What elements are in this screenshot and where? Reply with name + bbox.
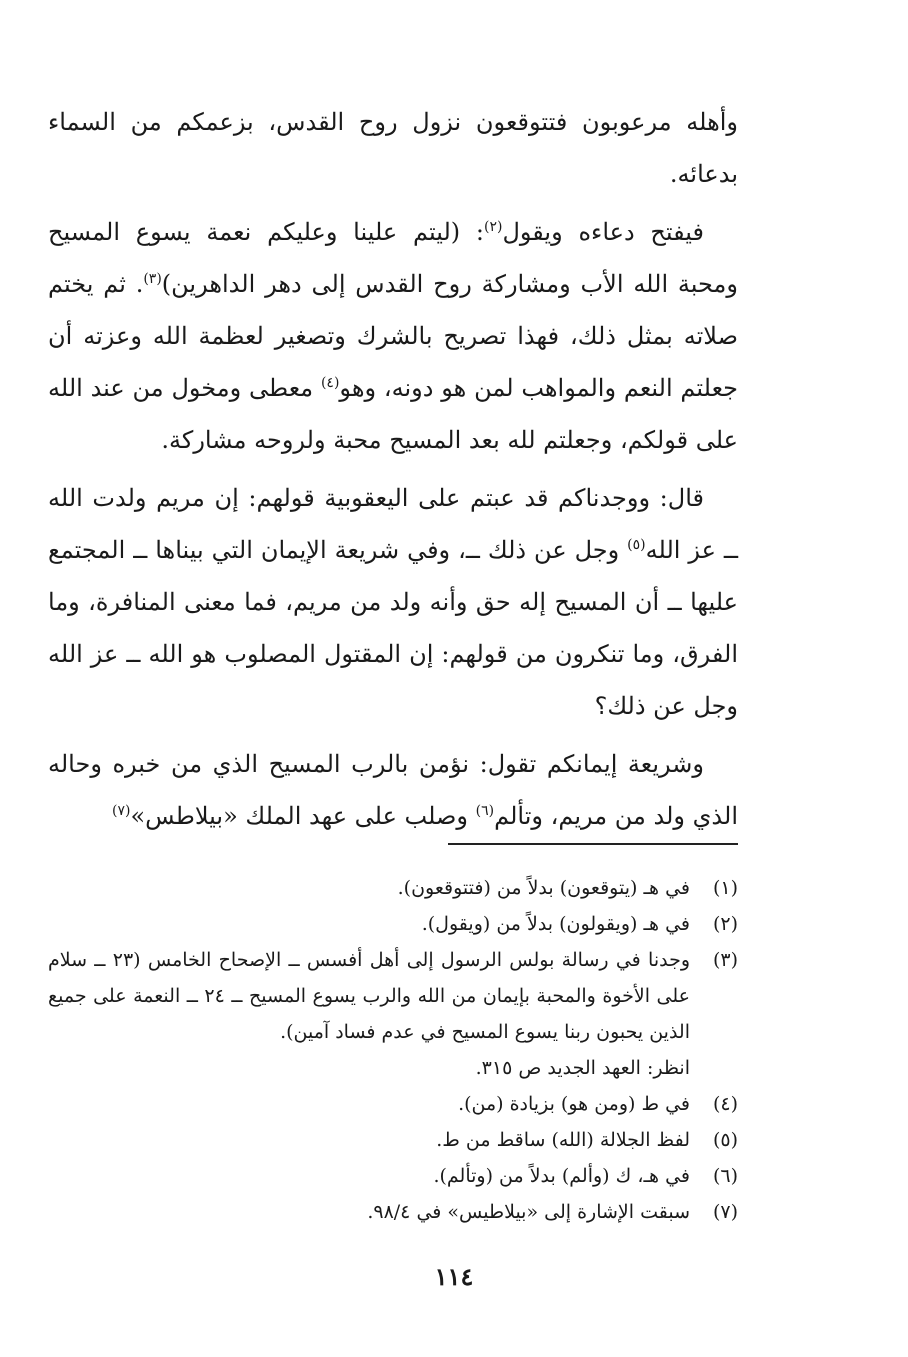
footnote-2 [48, 906, 738, 942]
paragraph-2-text-c: . ثم يختم صلاته بمثل ذلك، فهذا تصريح بالشرك وتصغير لعظمة الله وعزته أن جعلتم النعم والمواهب لمن هو دونه، وهو [48, 270, 738, 402]
footnote-ref-5[interactable]: (٥) [627, 537, 646, 553]
paragraph-2 [48, 206, 738, 466]
footnote-ref-4[interactable]: (٤) [320, 375, 340, 391]
paragraph-2-text-a: فيفتح دعاءه ويقول [502, 218, 704, 246]
footnote-ref-2[interactable]: (٢) [483, 219, 503, 235]
paragraph-3 [48, 472, 738, 732]
paragraph-1 [48, 96, 738, 200]
footnote-6 [48, 1158, 738, 1194]
paragraph-1-text: وأهله مرعوبون فتتوقعون نزول روح القدس، بزعمكم من السماء بدعائه. [48, 108, 738, 188]
footnote-text: في هـ، ك (وألم) بدلاً من (وتألم). [433, 1165, 690, 1187]
paragraph-4 [48, 738, 738, 842]
paragraph-4-text-b: وصلب على عهد الملك «بيلاطس» [130, 802, 476, 830]
footnote-4 [48, 1086, 738, 1122]
footnote-ref-6[interactable]: (٦) [475, 803, 495, 819]
footnote-text: في ط (ومن هو) بزيادة (من). [458, 1093, 690, 1115]
main-text-block [48, 96, 738, 848]
footnote-ref-7[interactable]: (٧) [111, 803, 131, 819]
paragraph-2-text-b: : (ليتم علينا وعليكم نعمة يسوع المسيح ومحبة الله الأب ومشاركة روح القدس إلى دهر الداهرين) [48, 218, 738, 298]
footnote-3 [48, 942, 738, 1086]
footnote-text: سبقت الإشارة إلى «بيلاطيس» في ٩٨/٤. [367, 1201, 690, 1223]
footnote-1 [48, 870, 738, 906]
paragraph-3-text-a: قال: ووجدناكم قد عبتم على اليعقوبية قولهم: إن مريم ولدت الله ــ عز الله [48, 484, 738, 564]
footnote-number: (٧) [712, 1201, 738, 1223]
footnote-text: لفظ الجلالة (الله) ساقط من ط. [436, 1129, 690, 1151]
page-number: ١١٤ [434, 1262, 474, 1291]
paragraph-4-text-a: وشريعة إيمانكم تقول: نؤمن بالرب المسيح الذي من خبره وحاله الذي ولد من مريم، وتألم [48, 750, 738, 830]
footnote-7 [48, 1194, 738, 1230]
paragraph-2-text-d: معطى ومخول من عند الله على قولكم، وجعلتم لله بعد المسيح محبة ولروحه مشاركة. [48, 374, 738, 454]
footnote-5 [48, 1122, 738, 1158]
footnote-separator [448, 843, 738, 845]
paragraph-3-text-b: وجل عن ذلك ــ، وفي شريعة الإيمان التي بيناها ــ المجتمع عليها ــ أن المسيح إله حق وأنه ولد من مريم، فما معنى المنافرة، وما الفرق، وما تنكرون من قولهم: إن المقتول المصلوب هو الله ــ عز الله وجل عن ذلك؟ [48, 536, 738, 720]
footnote-number: (١) [712, 877, 738, 899]
footnote-ref-3[interactable]: (٣) [143, 271, 162, 287]
footnote-number: (٢) [712, 913, 738, 935]
footnote-reference-line: انظر: العهد الجديد ص ٣١٥. [475, 1057, 690, 1079]
footnote-text-group [48, 942, 690, 1086]
footnote-number: (٤) [712, 1093, 738, 1115]
footnote-number: (٦) [712, 1165, 738, 1187]
footnote-text: في هـ (ويقولون) بدلاً من (ويقول). [421, 913, 690, 935]
footnote-text: في هـ (يتوقعون) بدلاً من (فتتوقعون). [397, 877, 690, 899]
footnote-text: وجدنا في رسالة بولس الرسول إلى أهل أفسس ــ الإصحاح الخامس (٢٣ ــ سلام على الأخوة والمحبة بإيمان من الله والرب يسوع المسيح ــ ٢٤ ــ النعمة على جميع الذين يحبون ربنا يسوع المسيح في عدم فساد آمين). [48, 949, 691, 1043]
footnotes-block [48, 870, 738, 1230]
footnote-number: (٥) [712, 1129, 738, 1151]
footnote-number: (٣) [712, 949, 738, 971]
